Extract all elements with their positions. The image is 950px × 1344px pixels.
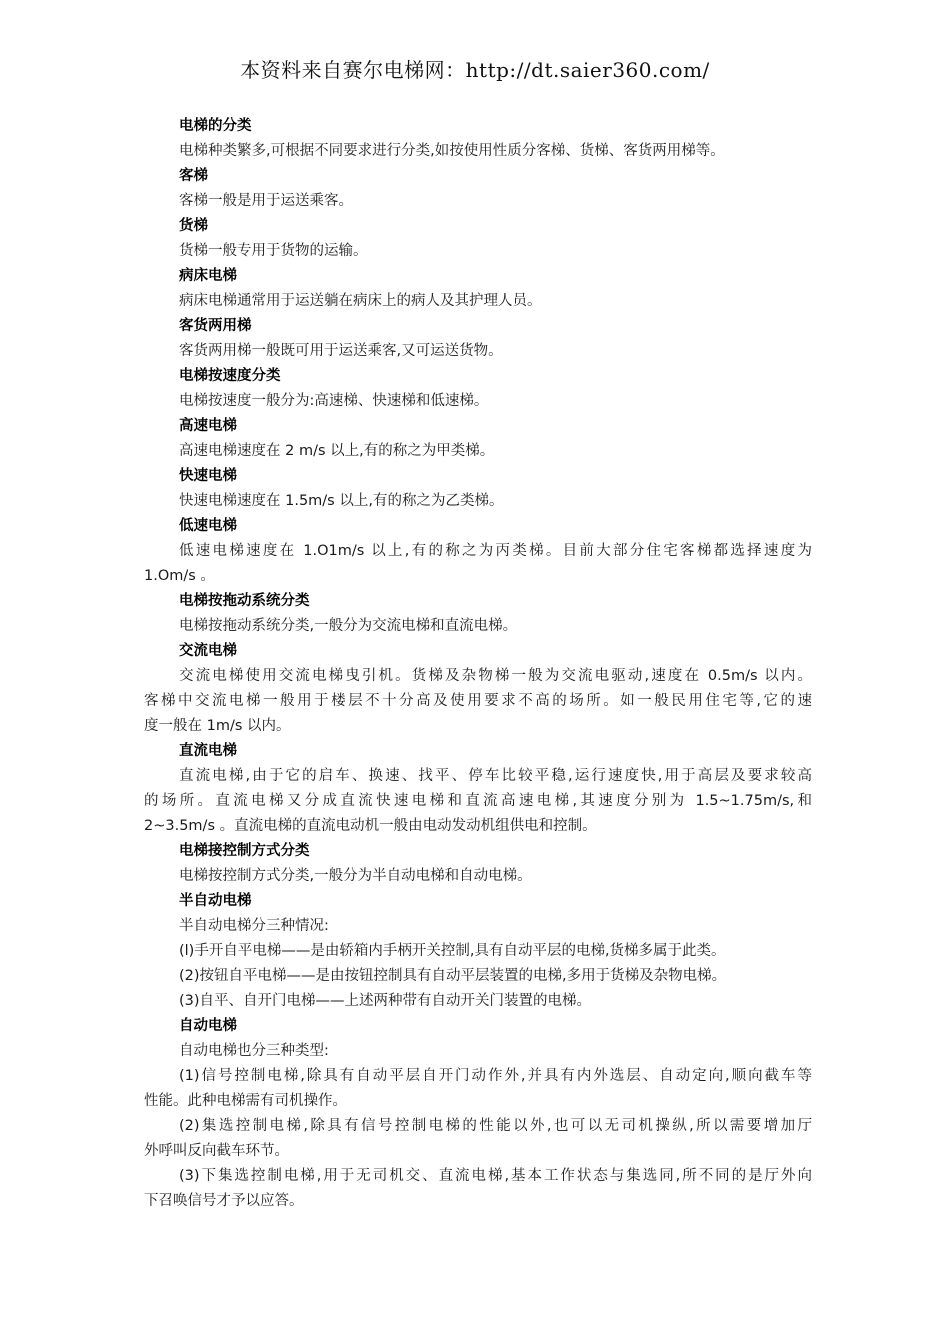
paragraph-line: 交流电梯使用交流电梯曳引机。货梯及杂物梯一般为交流电驱动,速度在 0.5m/s 以内。 [179,668,812,684]
paragraph-line: 直流电梯,由于它的启车、换速、找平、停车比较平稳,运行速度快,用于高层及要求较高 [179,768,812,784]
paragraph-line: (1)信号控制电梯,除具有自动平层自开门动作外,并具有内外选层、自动定向,顺向截车等 [179,1068,812,1084]
source-header: 本资料来自赛尔电梯网：http://dt.saier360.com/ [240,58,710,82]
paragraph-line: 电梯种类繁多,可根据不同要求进行分类,如按使用性质分客梯、货梯、客货两用梯等。 [179,143,725,159]
paragraph-line: 2~3.5m/s 。直流电梯的直流电动机一般由电动发动机组供电和控制。 [144,818,597,834]
paragraph-line: 电梯按拖动系统分类,一般分为交流电梯和直流电梯。 [179,618,518,634]
paragraph-line: 1.Om/s 。 [144,568,215,584]
paragraph-line: 的场所。直流电梯又分成直流快速电梯和直流高速电梯,其速度分别为 1.5~1.75m/s,和 [144,793,812,809]
section-heading: 半自动电梯 [179,893,252,909]
paragraph-line: (3)自平、自开门电梯——上述两种带有自动开关门装置的电梯。 [179,993,592,1009]
paragraph-line: 高速电梯速度在 2 m/s 以上,有的称之为甲类梯。 [179,443,495,459]
paragraph-line: 客梯中交流电梯一般用于楼层不十分高及使用要求不高的场所。如一般民用住宅等,它的速 [144,693,812,709]
paragraph-line: 半自动电梯分三种情况: [179,918,329,934]
document-body [144,114,812,1214]
paragraph-line: (2)集选控制电梯,除具有信号控制电梯的性能以外,也可以无司机操纵,所以需要增加厅 [179,1118,812,1134]
section-heading: 电梯的分类 [179,118,252,134]
paragraph-line: 低速电梯速度在 1.O1m/s 以上,有的称之为丙类梯。目前大部分住宅客梯都选择速度为 [179,543,812,559]
section-heading: 客货两用梯 [179,318,252,334]
section-heading: 低速电梯 [179,518,237,534]
section-heading: 直流电梯 [179,743,237,759]
section-heading: 电梯按拖动系统分类 [179,593,310,609]
paragraph-line: 下召唤信号才予以应答。 [144,1193,304,1209]
section-heading: 交流电梯 [179,643,237,659]
paragraph-line: (3)下集选控制电梯,用于无司机交、直流电梯,基本工作状态与集选同,所不同的是厅外向 [179,1168,812,1184]
section-heading: 电梯接控制方式分类 [179,843,310,859]
section-heading: 电梯按速度分类 [179,368,281,384]
paragraph-line: (2)按钮自平电梯——是由按钮控制具有自动平层装置的电梯,多用于货梯及杂物电梯。 [179,968,727,984]
paragraph-line: 电梯按速度一般分为:高速梯、快速梯和低速梯。 [179,393,489,409]
paragraph-line: 度一般在 1m/s 以内。 [144,718,291,734]
paragraph-line: (l)手开自平电梯——是由轿箱内手柄开关控制,具有自动平层的电梯,货梯多属于此类。 [179,943,726,959]
section-heading: 高速电梯 [179,418,237,434]
section-heading: 自动电梯 [179,1018,237,1034]
paragraph-line: 病床电梯通常用于运送躺在病床上的病人及其护理人员。 [179,293,542,309]
paragraph-line: 性能。此种电梯需有司机操作。 [144,1093,347,1109]
section-heading: 病床电梯 [179,268,237,284]
section-heading: 客梯 [179,168,208,184]
paragraph-line: 快速电梯速度在 1.5m/s 以上,有的称之为乙类梯。 [179,493,504,509]
section-heading: 快速电梯 [179,468,237,484]
paragraph-line: 客货两用梯一般既可用于运送乘客,又可运送货物。 [179,343,503,359]
paragraph-line: 自动电梯也分三种类型: [179,1043,329,1059]
paragraph-line: 货梯一般专用于货物的运输。 [179,243,368,259]
paragraph-line: 客梯一般是用于运送乘客。 [179,193,353,209]
paragraph-line: 外呼叫反向截车环节。 [144,1143,289,1159]
section-heading: 货梯 [179,218,208,234]
paragraph-line: 电梯按控制方式分类,一般分为半自动电梯和自动电梯。 [179,868,532,884]
